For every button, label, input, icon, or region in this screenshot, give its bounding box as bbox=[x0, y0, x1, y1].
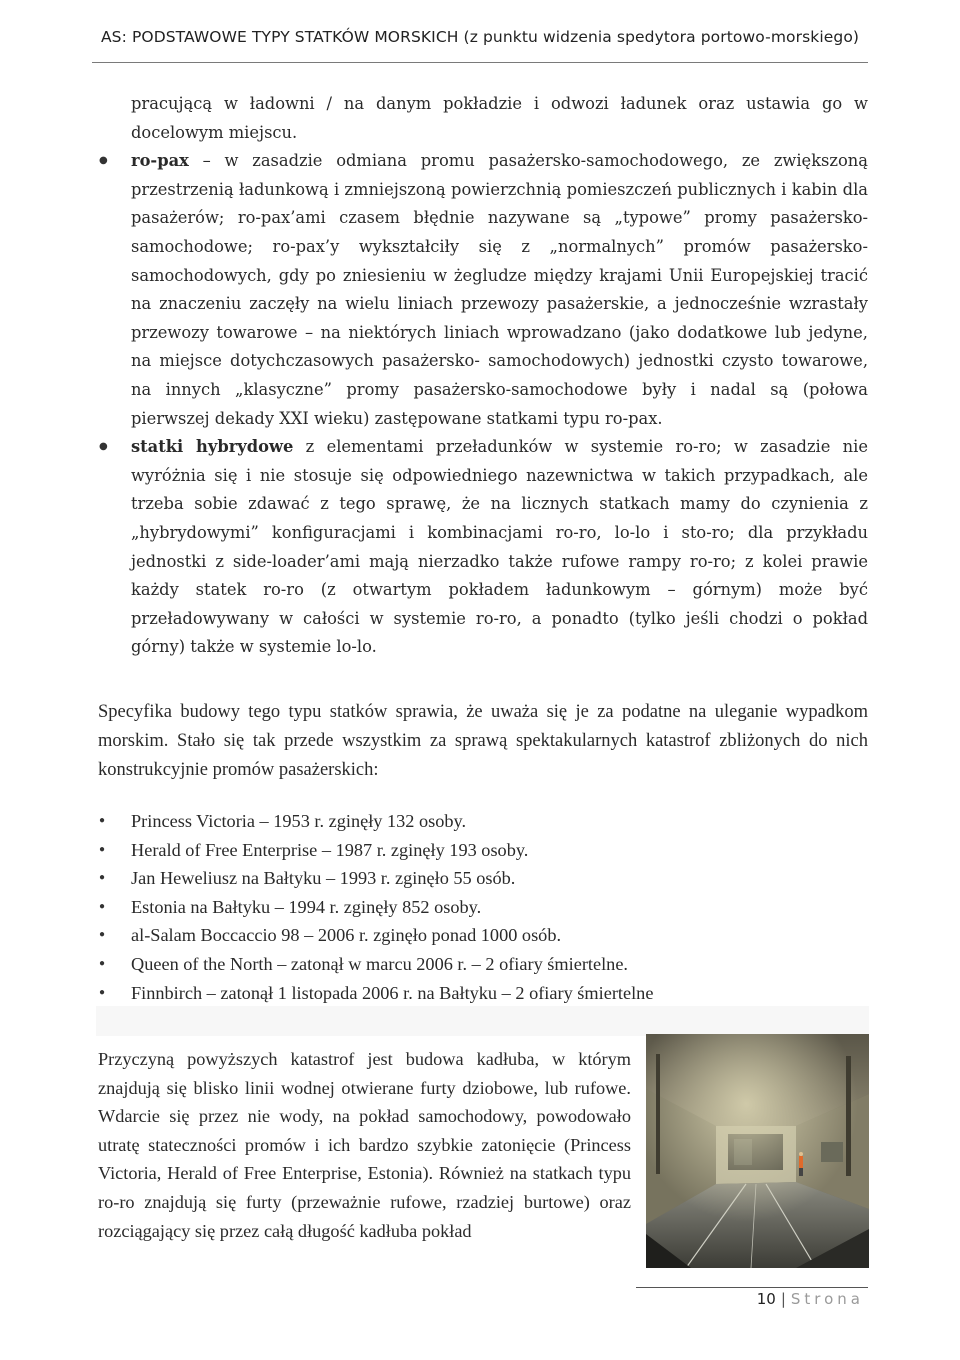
bullet-icon: ● bbox=[99, 929, 106, 941]
page-label: Strona bbox=[790, 1290, 864, 1308]
list-item: ● Princess Victoria – 1953 r. zginęły 132 osoby. bbox=[98, 807, 868, 836]
paragraph-specyfika: Specyfika budowy tego typu statków sprawia, że uważa się je za podatne na uleganie wypadkom morskim. Stało się tak przede wszystkim za sprawą spektakularnych katastrof zbliżonych do nich konstrukcyjnie promów pasażerskich: bbox=[98, 702, 869, 780]
bullet-icon: ● bbox=[99, 986, 106, 998]
car-deck-image bbox=[646, 1034, 869, 1268]
list-item: ● al-Salam Boccaccio 98 – 2006 r. zginęło ponad 1000 osób. bbox=[98, 921, 868, 950]
ship-name: Finnbirch bbox=[131, 982, 203, 1003]
bullet-icon: ● bbox=[99, 957, 106, 969]
list-item: ● Queen of the North – zatonął w marcu 2006 r. – 2 ofiary śmiertelne. bbox=[98, 950, 868, 979]
ship-name: Queen of the North bbox=[131, 953, 273, 974]
ship-name: Jan Heweliusz bbox=[131, 868, 238, 889]
list-item: ● Finnbirch – zatonął 1 listopada 2006 r. na Bałtyku – 2 ofiary śmiertelne bbox=[98, 979, 868, 1008]
page-number: 10 bbox=[756, 1290, 776, 1308]
separator-band bbox=[96, 1006, 869, 1036]
ship-name: Herald of Free Enterprise bbox=[131, 839, 318, 860]
bullet-icon: ● bbox=[99, 872, 106, 884]
header-rule bbox=[92, 62, 868, 63]
bullet-icon: ● bbox=[99, 441, 108, 453]
running-header: AS: PODSTAWOWE TYPY STATKÓW MORSKICH (z punktu widzenia spedytora portowo-morskiego) bbox=[100, 28, 860, 46]
disaster-list bbox=[98, 807, 868, 1007]
car-deck-photo bbox=[646, 1034, 869, 1268]
list-item: ● Herald of Free Enterprise – 1987 r. zginęły 193 osoby. bbox=[98, 836, 868, 865]
ship-name: Princess Victoria bbox=[131, 811, 255, 831]
bullet-icon: ● bbox=[99, 155, 108, 167]
ship-name: al-Salam Boccaccio 98 bbox=[131, 925, 300, 946]
list-item: ● Estonia na Bałtyku – 1994 r. zginęły 852 osoby. bbox=[98, 893, 868, 922]
bullet-icon: ● bbox=[99, 900, 106, 912]
term-hybrid: statki hybrydowe bbox=[131, 437, 294, 457]
list-item-ropax: ● ro-pax – w zasadzie odmiana promu pasażersko-samochodowego, ze zwiększoną przestrzenią ładunkową i zmniejszoną powierzchnią pomieszczeń publicznych i kabin dla pasażerów; ro-pax’ami czasem błędnie nazywane są „typowe” promy pasażersko-samochodowe; ro-pax’y wykształciły się z „normalnych” promów pasażersko-samochodowych, gdy po zniesieniu w żegludze między krajami Unii Europejskiej tracić na znaczeniu zaczęły na wielu liniach przewozy pasażerskie, a jednocześnie wzrastały przewozy towarowe – na niektórych liniach wprowadzano (jako dodatkowe lub jedyne, na miejsce dotychczasowych pasażersko- samochodowych) jednostki czysto towarowe, na innych „klasyczne” promy pasażersko-samochodowe były i nadal są (połowa pierwszej dekady XXI wieku) zastępowane statkami typu ro-pax. bbox=[98, 147, 868, 433]
term-ropax: ro-pax bbox=[131, 151, 189, 171]
footer-rule bbox=[636, 1287, 868, 1288]
continuation-text: pracującą w ładowni / na danym pokładzie i odwozi ładunek oraz ustawia go w docelowym miejscu. bbox=[131, 94, 868, 142]
footer-separator: | bbox=[780, 1290, 786, 1308]
bullet-icon: ● bbox=[99, 843, 106, 855]
bullet-icon: ● bbox=[99, 815, 106, 826]
page-footer bbox=[636, 1290, 864, 1308]
paragraph-przyczyna: Przyczyną powyższych katastrof jest budowa kadłuba, w którym znajdują się blisko linii wodnej otwierane furty dziobowe, lub rufowe. Wdarcie się przez nie wody, na pokład samochodowy, powodowało utratę stateczności promów i ich bardzo szybkie zatonięcie (Princess Victoria, Herald of Free Enterprise, Estonia). Również na statkach typu ro-ro znajdują się furty (przeważnie rufowe, rzadziej burtowe) oraz rozciągający się przez całą długość kadłuba pokład bbox=[98, 1049, 632, 1241]
bullet-section bbox=[98, 90, 868, 662]
ship-name: Estonia bbox=[131, 896, 186, 917]
list-item: ● Jan Heweliusz na Bałtyku – 1993 r. zginęło 55 osób. bbox=[98, 864, 868, 893]
list-item-hybrid: ● statki hybrydowe z elementami przeładunków w systemie ro-ro; w zasadzie nie wyróżnia się i nie stosuje się odpowiedniego nazewnictwa w takich przypadkach, ale trzeba sobie zdawać z tego sprawę, że na licznych statkach mamy do czynienia z „hybrydowymi” konfiguracjami i kombinacjami ro-ro, lo-lo i sto-ro; dla przykładu jednostki z side-loader’ami mają nierzadko także rufowe rampy ro-ro; z kolei prawie każdy statek ro-ro (z otwartym pokładem ładunkowym – górnym) może być przeładowywany w całości w systemie ro-ro, a ponadto (tylko jeśli chodzi o pokład górny) także w systemie lo-lo. bbox=[98, 433, 868, 662]
